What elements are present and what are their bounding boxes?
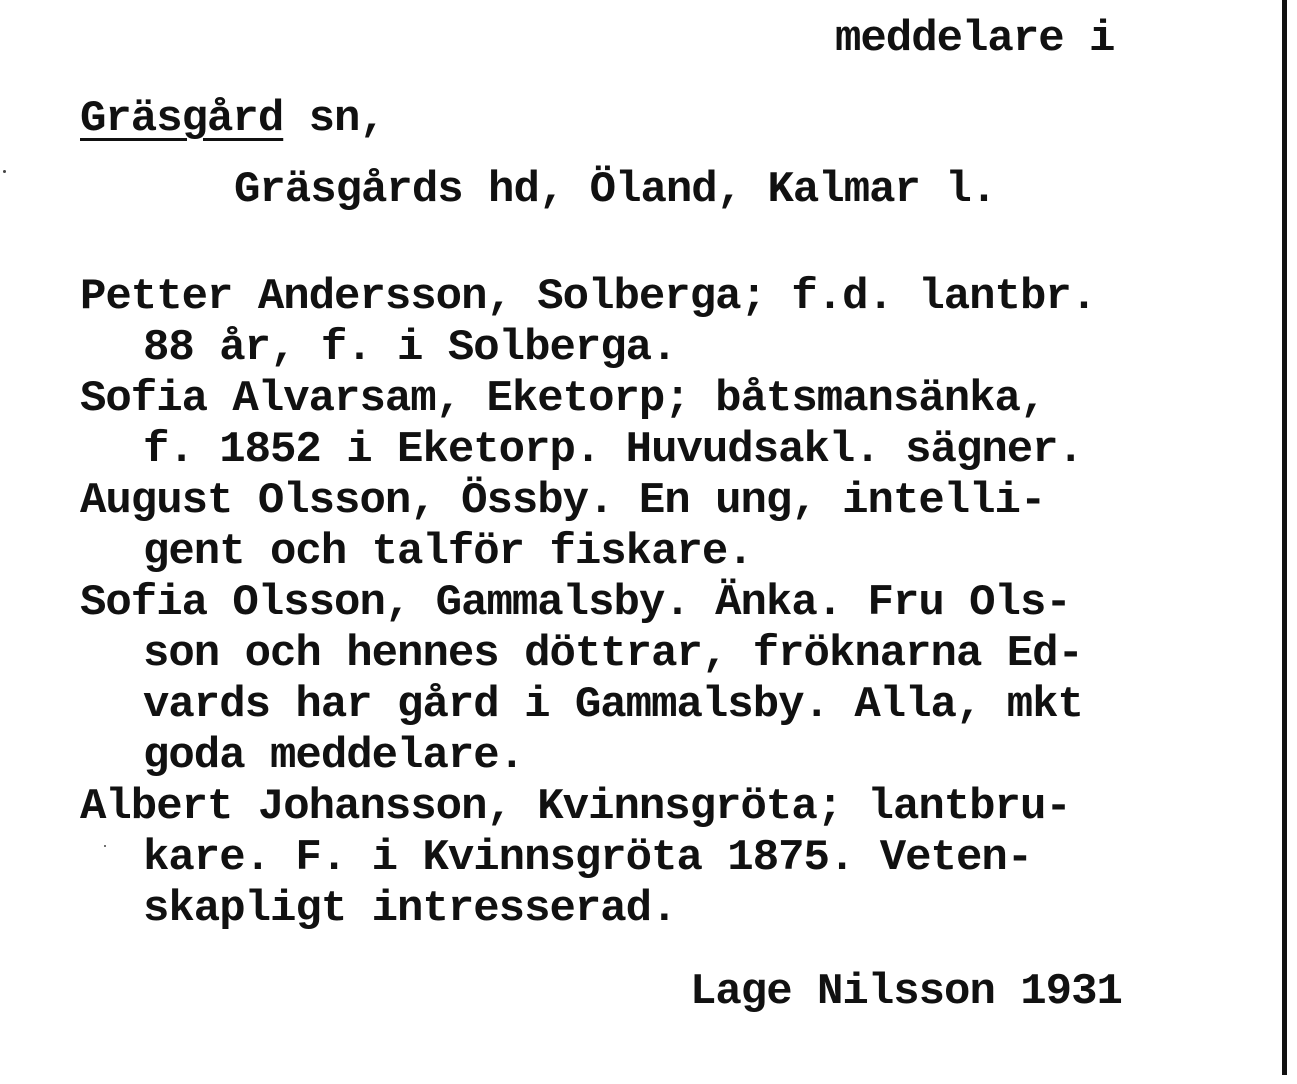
informant-entry-1-line-2: 88 år, f. i Solberga. — [143, 323, 677, 373]
header-informants-label: meddelare i — [835, 14, 1115, 64]
informant-entry-2-line-2: f. 1852 i Eketorp. Huvudsakl. sägner. — [143, 425, 1083, 475]
informant-entry-5-line-1: Albert Johansson, Kvinnsgröta; lantbru- — [80, 782, 1071, 832]
scan-speck — [104, 845, 106, 847]
informant-entry-4-line-4: goda meddelare. — [143, 731, 525, 781]
parish-name: Gräsgård — [80, 94, 284, 144]
informant-entry-5-line-2: kare. F. i Kvinnsgröta 1875. Veten- — [143, 833, 1033, 883]
informant-entry-4-line-1: Sofia Olsson, Gammalsby. Änka. Fru Ols- — [80, 578, 1071, 628]
informant-entry-4-line-2: son och hennes döttrar, fröknarna Ed- — [143, 629, 1083, 679]
informant-entry-4-line-3: vards har gård i Gammalsby. Alla, mkt — [143, 680, 1083, 730]
parish-suffix: sn, — [283, 94, 385, 144]
informant-entry-1-line-1: Petter Andersson, Solberga; f.d. lantbr. — [80, 272, 1097, 322]
informant-entry-3-line-2: gent och talför fiskare. — [143, 527, 753, 577]
informant-entry-2-line-1: Sofia Alvarsam, Eketorp; båtsmansänka, — [80, 374, 1046, 424]
informant-entry-3-line-1: August Olsson, Össby. En ung, intelli- — [80, 476, 1046, 526]
collector-signature: Lage Nilsson 1931 — [690, 967, 1122, 1017]
district-line: Gräsgårds hd, Öland, Kalmar l. — [234, 165, 997, 215]
informant-entry-5-line-3: skapligt intresserad. — [143, 884, 677, 934]
card-edge-border — [1282, 0, 1287, 1075]
parish-line — [80, 94, 385, 144]
scan-speck — [3, 170, 6, 173]
